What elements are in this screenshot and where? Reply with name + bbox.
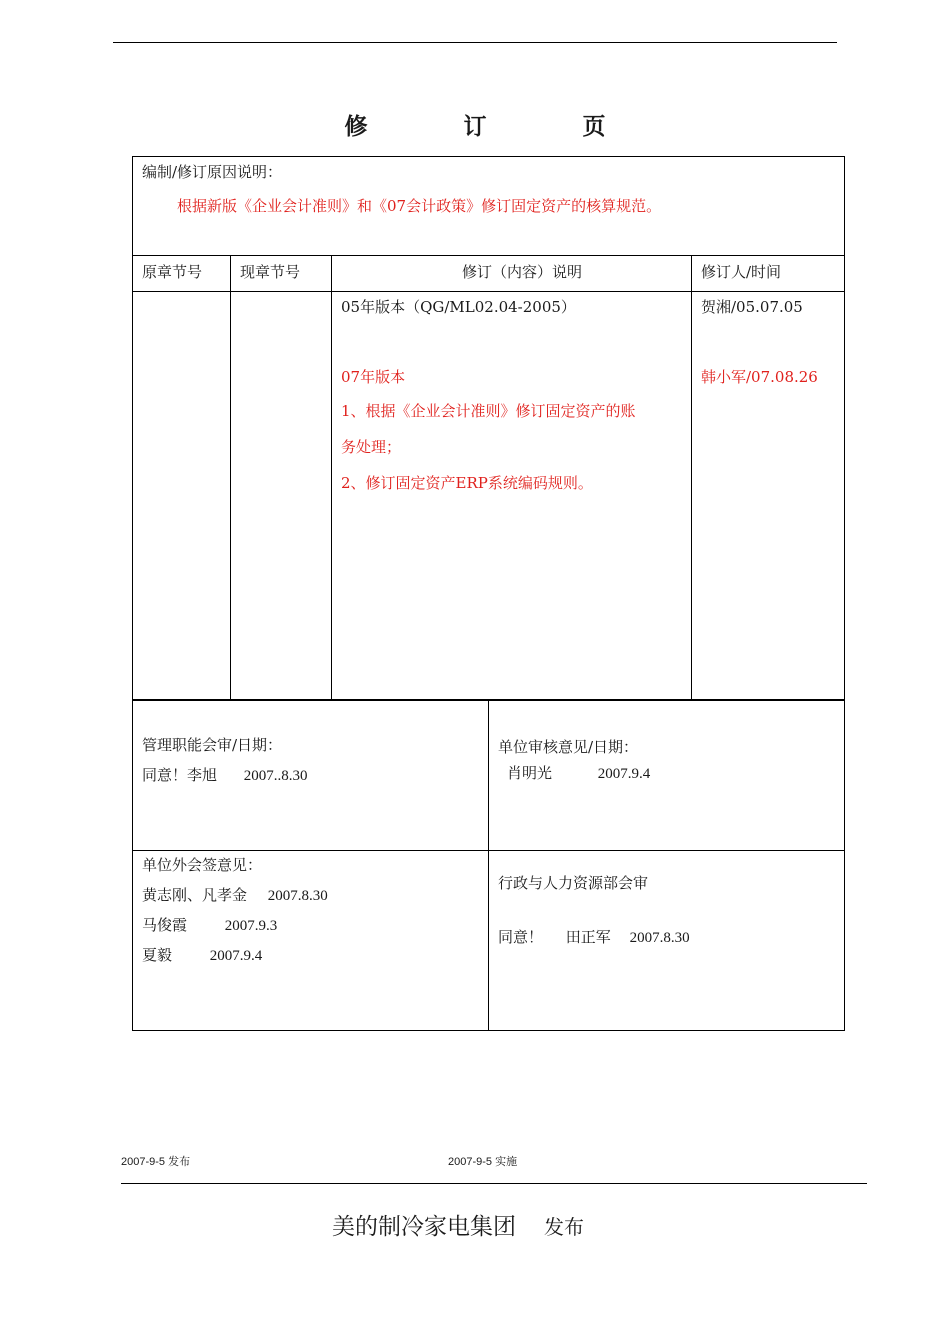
page-title: 修 订 页: [344, 113, 650, 140]
approval-divider: [488, 699, 489, 1031]
content-item-2: 2、修订固定资产ERP系统编码规则。: [341, 474, 593, 492]
mgmt-review-date: 2007..8.30: [243, 768, 308, 784]
external-sign-row: [142, 886, 328, 905]
issue-date: 2007-9-5 发布: [121, 1156, 191, 1168]
table-divider: [230, 255, 231, 701]
external-sign-date: 2007.8.30: [267, 888, 328, 904]
content-version-05: 05年版本（QG/ML02.04-2005）: [341, 298, 576, 316]
publish-label: 发布: [544, 1215, 584, 1239]
header-rule: [113, 42, 837, 43]
external-signer: 马俊霞: [142, 916, 188, 934]
mgmt-review-label: 管理职能会审/日期：: [142, 736, 283, 754]
hr-review-label: 行政与人力资源部会审: [498, 874, 649, 892]
table-divider: [132, 291, 845, 292]
header-revision-description: 修订（内容）说明: [462, 263, 583, 281]
header-reviser-time: 修订人/时间: [701, 263, 782, 281]
reviser-05: 贺湘/05.07.05: [701, 298, 803, 316]
content-item-1: 1、根据《企业会计准则》修订固定资产的账: [341, 402, 636, 420]
reason-label: 编制/修订原因说明：: [142, 163, 283, 181]
unit-review-name: 肖明光: [507, 764, 553, 782]
footer-rule: [121, 1183, 867, 1184]
external-signer: 夏毅: [142, 946, 173, 964]
hr-review-date: 2007.8.30: [629, 930, 690, 946]
header-current-section: 现章节号: [240, 263, 301, 281]
mgmt-review-line: [142, 766, 308, 785]
unit-review-date: 2007.9.4: [597, 766, 651, 782]
content-item-1-cont: 务处理；: [341, 438, 402, 456]
content-version-07: 07年版本: [341, 368, 406, 386]
hr-review-line: [498, 928, 690, 947]
reviser-07: 韩小军/07.08.26: [701, 368, 818, 386]
table-divider: [132, 255, 845, 256]
reason-text: 根据新版《企业会计准则》和《07会计政策》修订固定资产的核算规范。: [177, 197, 662, 215]
publisher-org: 美的制冷家电集团: [332, 1214, 516, 1240]
external-sign-date: 2007.9.3: [224, 918, 278, 934]
mgmt-review-signer: 同意！李旭: [142, 766, 218, 784]
unit-review-line: [507, 764, 650, 783]
unit-review-label: 单位审核意见/日期：: [498, 738, 639, 756]
revision-table: [132, 156, 845, 701]
implement-date: 2007-9-5 实施: [448, 1156, 518, 1168]
hr-review-agree: 同意！: [498, 928, 544, 946]
external-sign-row: [142, 946, 262, 965]
table-divider: [331, 255, 332, 701]
external-signer: 黄志刚、凡孝金: [142, 886, 248, 904]
external-sign-date: 2007.9.4: [209, 948, 263, 964]
header-original-section: 原章节号: [142, 263, 203, 281]
external-sign-label: 单位外会签意见：: [142, 856, 263, 874]
hr-review-name: 田正军: [565, 928, 611, 946]
publisher-line: [332, 1208, 584, 1241]
external-sign-row: [142, 916, 277, 935]
table-divider: [691, 255, 692, 701]
